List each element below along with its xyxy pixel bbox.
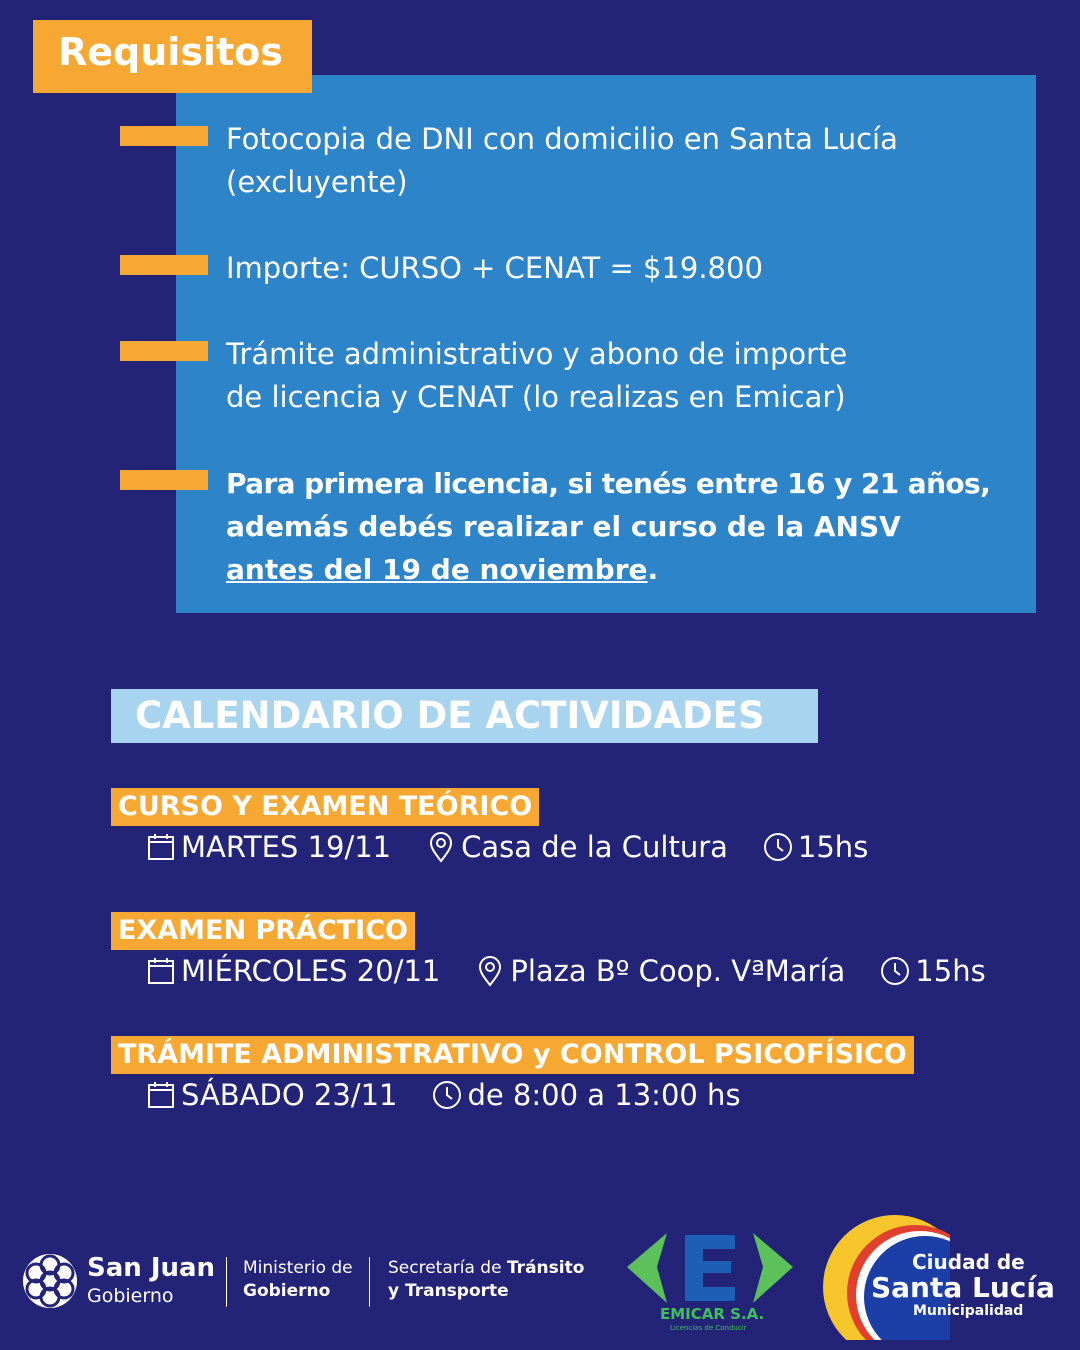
event-place: Casa de la Cultura xyxy=(461,830,728,864)
event-tag: TRÁMITE ADMINISTRATIVO y CONTROL PSICOFÍSICO xyxy=(111,1036,914,1074)
clock-icon xyxy=(431,1079,463,1111)
san-juan-label: San Juan xyxy=(87,1253,216,1283)
event-tag: EXAMEN PRÁCTICO xyxy=(111,912,415,950)
requirement-text: de licencia y CENAT (lo realizas en Emicar) xyxy=(226,380,846,414)
municipalidad-label: Municipalidad xyxy=(913,1303,1024,1319)
requirement-text: Importe: CURSO + CENAT = $19.800 xyxy=(226,251,763,285)
event-row xyxy=(145,954,986,988)
event-time: de 8:00 a 13:00 hs xyxy=(467,1078,741,1112)
deadline-text: antes del 19 de noviembre xyxy=(226,553,648,586)
emicar-sub: Licencias de Conducir xyxy=(670,1324,747,1332)
divider xyxy=(226,1257,227,1307)
event-row xyxy=(145,830,868,864)
bullet-bar xyxy=(120,341,208,361)
santa-lucia-name: Santa Lucía xyxy=(871,1271,1055,1304)
emicar-label: EMICAR S.A. xyxy=(660,1305,765,1323)
bullet-bar xyxy=(120,255,208,275)
period: . xyxy=(647,553,659,586)
clock-icon xyxy=(762,831,794,863)
calendar-icon xyxy=(145,1079,177,1111)
calendar-icon xyxy=(145,955,177,987)
bullet-bar xyxy=(120,126,208,146)
requirement-item xyxy=(120,462,1020,591)
san-juan-flower-logo xyxy=(20,1251,80,1311)
secretaria-label: Secretaría de Tránsito y Transporte xyxy=(388,1258,585,1301)
gobierno-label: Gobierno xyxy=(87,1285,174,1307)
event-time: 15hs xyxy=(797,830,869,864)
ministerio-label: Ministerio de Gobierno xyxy=(243,1258,353,1301)
bullet-bar xyxy=(120,470,208,490)
santa-lucia-ciudad: Ciudad de xyxy=(912,1250,1025,1274)
clock-icon xyxy=(879,955,911,987)
event-date: MIÉRCOLES 20/11 xyxy=(181,954,441,988)
requirement-item xyxy=(120,333,1020,419)
event-date: SÁBADO 23/11 xyxy=(181,1078,398,1112)
event-date: MARTES 19/11 xyxy=(181,830,392,864)
requirement-text: Para primera licencia, si tenés entre 16 y 21 años, xyxy=(226,467,991,500)
requirements-title: Requisitos xyxy=(33,20,312,93)
requirement-text: (excluyente) xyxy=(226,165,408,199)
event-tag: CURSO Y EXAMEN TEÓRICO xyxy=(111,788,539,826)
event-place: Plaza Bº Coop. VªMaría xyxy=(510,954,846,988)
requirement-item xyxy=(120,118,1020,204)
calendar-title: CALENDARIO DE ACTIVIDADES xyxy=(111,689,818,743)
event-time: 15hs xyxy=(915,954,986,988)
requirement-item xyxy=(120,247,1020,290)
location-pin-icon xyxy=(474,955,506,987)
footer-logos xyxy=(20,1215,1070,1345)
location-pin-icon xyxy=(425,831,457,863)
requirement-text: Fotocopia de DNI con domicilio en Santa Lucía xyxy=(226,122,898,156)
requirement-text: además debés realizar el curso de la ANSV xyxy=(226,510,901,543)
requirement-text: Trámite administrativo y abono de importe xyxy=(226,337,848,371)
calendar-icon xyxy=(145,831,177,863)
emicar-logo xyxy=(627,1231,793,1311)
divider xyxy=(369,1257,370,1307)
event-row xyxy=(145,1078,741,1112)
